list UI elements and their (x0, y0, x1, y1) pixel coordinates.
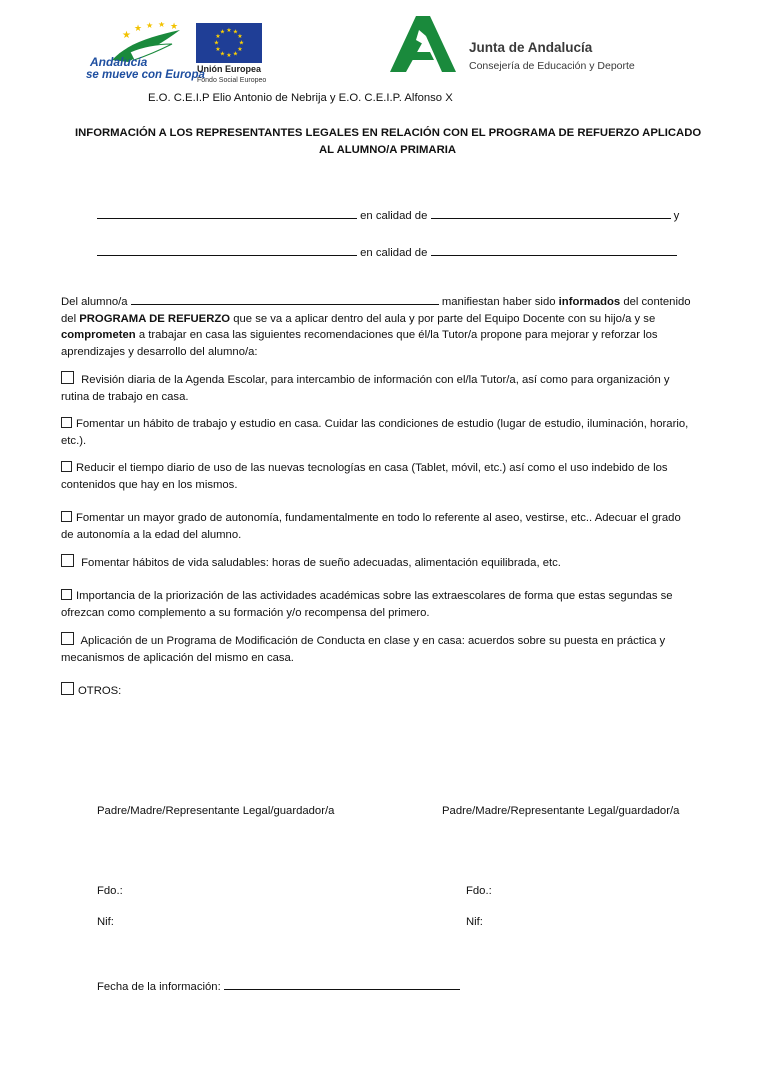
conjunction-y: y (673, 210, 680, 222)
svg-text:★: ★ (226, 53, 232, 59)
calidad-label-2: en calidad de (360, 247, 428, 259)
intro-text: del contenido (623, 296, 691, 308)
checklist-item (61, 510, 721, 543)
item-text: Fomentar un hábito de trabajo y estudio en casa. Cuidar las condiciones de estudio (lugar de estudio, iluminación, horario, (76, 418, 689, 430)
intro-paragraph (61, 293, 721, 360)
checklist-item (61, 371, 721, 405)
checklist-item (61, 460, 721, 493)
svg-text:★: ★ (215, 34, 221, 40)
item-text: rutina de trabajo en casa. (61, 390, 189, 403)
svg-text:★: ★ (238, 40, 245, 47)
checklist-item (61, 632, 721, 666)
intro-bold: comprometen (61, 329, 136, 341)
document-title-line2: AL ALUMNO/A PRIMARIA (319, 144, 457, 156)
svg-text:★: ★ (232, 29, 239, 36)
junta-emblem-icon (386, 14, 456, 74)
svg-text:★: ★ (134, 23, 143, 33)
eu-flag-icon (196, 23, 262, 63)
junta-logo-title: Junta de Andalucía (469, 40, 593, 55)
intro-text: del (61, 312, 77, 325)
svg-text:★: ★ (237, 34, 243, 40)
item-text: contenidos que hay en los mismos. (61, 478, 238, 491)
svg-text:★: ★ (226, 28, 232, 34)
andalucia-logo-line1: Andalucía (90, 55, 148, 69)
eu-logo-title: Unión Europea (197, 64, 262, 74)
item-text: Revisión diaria de la Agenda Escolar, para intercambio de información con el/la Tutor/a, así como para organización y (78, 374, 670, 386)
item-text: etc.). (61, 434, 87, 447)
fecha-label: Fecha de la información: (97, 981, 221, 993)
checkbox[interactable] (61, 371, 74, 384)
item-text: Fomentar un mayor grado de autonomía, fundamentalmente en todo lo referente al aseo, vestirse, etc.. Adecuar el grado (76, 512, 681, 524)
item-text: mecanismos de aplicación del mismo en casa. (61, 651, 294, 664)
fdo-right: Fdo.: (466, 885, 492, 897)
checkbox[interactable] (61, 461, 72, 472)
svg-text:★: ★ (170, 22, 179, 31)
eu-logo (196, 23, 266, 87)
fecha-blank[interactable] (224, 977, 460, 990)
intro-text: que se va a aplicar dentro del aula y por parte del Equipo Docente con su hijo/a y se (233, 312, 656, 325)
nif-left: Nif: (97, 916, 114, 928)
calidad-blank-1[interactable] (431, 206, 671, 219)
item-text: Importancia de la priorización de las actividades académicas sobre las extraescolares de forma que estas segundas se (76, 590, 673, 602)
checkbox[interactable] (61, 589, 72, 600)
calidad-label-1: en calidad de (360, 210, 428, 222)
svg-text:★: ★ (232, 51, 239, 58)
item-text: Reducir el tiempo diario de uso de las nuevas tecnologías en casa (Tablet, móvil, etc.) así como el uso indebido de los (76, 462, 668, 474)
junta-andalucia-logo (386, 14, 646, 78)
item-text: de autonomía a la edad del alumno. (61, 528, 242, 541)
svg-text:★: ★ (146, 22, 154, 30)
checklist-item (61, 588, 721, 621)
signature-role-left: Padre/Madre/Representante Legal/guardador/a (97, 805, 335, 817)
intro-text: aprendizajes y desarrollo del alumno/a: (61, 345, 258, 358)
item-text: Fomentar hábitos de vida saludables: horas de sueño adecuadas, alimentación equilibrada, etc. (78, 557, 561, 569)
item-text: ofrezcan como complemento a su formación y/o recompensa del primero. (61, 606, 430, 619)
svg-text:★: ★ (215, 47, 221, 53)
andalucia-europa-logo (84, 22, 205, 86)
checkbox[interactable] (61, 682, 74, 695)
checkbox[interactable] (61, 417, 72, 428)
signature-role-right: Padre/Madre/Representante Legal/guardador/a (442, 805, 680, 817)
svg-text:★: ★ (158, 22, 166, 29)
junta-logo-subtitle: Consejería de Educación y Deporte (469, 60, 635, 72)
fdo-left: Fdo.: (97, 885, 123, 897)
intro-bold: PROGRAMA DE REFUERZO (79, 312, 231, 325)
checkbox[interactable] (61, 554, 74, 567)
svg-text:★: ★ (122, 30, 131, 41)
intro-text: a trabajar en casa las siguientes recomendaciones que él/la Tutor/a propone para mejorar y reforzar los (138, 329, 658, 341)
intro-text: Del alumno/a (61, 296, 128, 308)
checklist-item (61, 416, 721, 449)
checkbox[interactable] (61, 511, 72, 522)
representative-name-blank-1[interactable] (97, 206, 357, 219)
representative-line-2 (97, 243, 677, 261)
svg-text:★: ★ (219, 29, 226, 36)
student-name-blank[interactable] (131, 293, 439, 305)
representative-line-1 (97, 206, 679, 224)
andalucia-logo-line2: se mueve con Europa (86, 69, 205, 81)
svg-text:★: ★ (219, 51, 226, 58)
document-title-line1: INFORMACIÓN A LOS REPRESENTANTES LEGALES EN RELACIÓN CON EL PROGRAMA DE REFUERZO APLICADO (75, 127, 702, 139)
intro-bold: informados (558, 296, 621, 308)
representative-name-blank-2[interactable] (97, 243, 357, 256)
fecha-line (97, 977, 460, 995)
item-text: Aplicación de un Programa de Modificación de Conducta en clase y en casa: acuerdos sobre su puesta en práctica y (78, 635, 666, 647)
item-text: OTROS: (78, 685, 122, 697)
intro-text: manifiestan haber sido (441, 296, 556, 308)
svg-text:★: ★ (237, 47, 243, 53)
checkbox[interactable] (61, 632, 74, 645)
checklist-item (61, 682, 721, 700)
nif-right: Nif: (466, 916, 483, 928)
checklist-item (61, 554, 721, 572)
eu-logo-subtitle: Fondo Social Europeo (197, 77, 267, 84)
schools-line: E.O. C.E.I.P Elio Antonio de Nebrija y E.O. C.E.I.P. Alfonso X (148, 92, 453, 104)
calidad-blank-2[interactable] (431, 243, 677, 256)
svg-text:★: ★ (213, 40, 220, 47)
